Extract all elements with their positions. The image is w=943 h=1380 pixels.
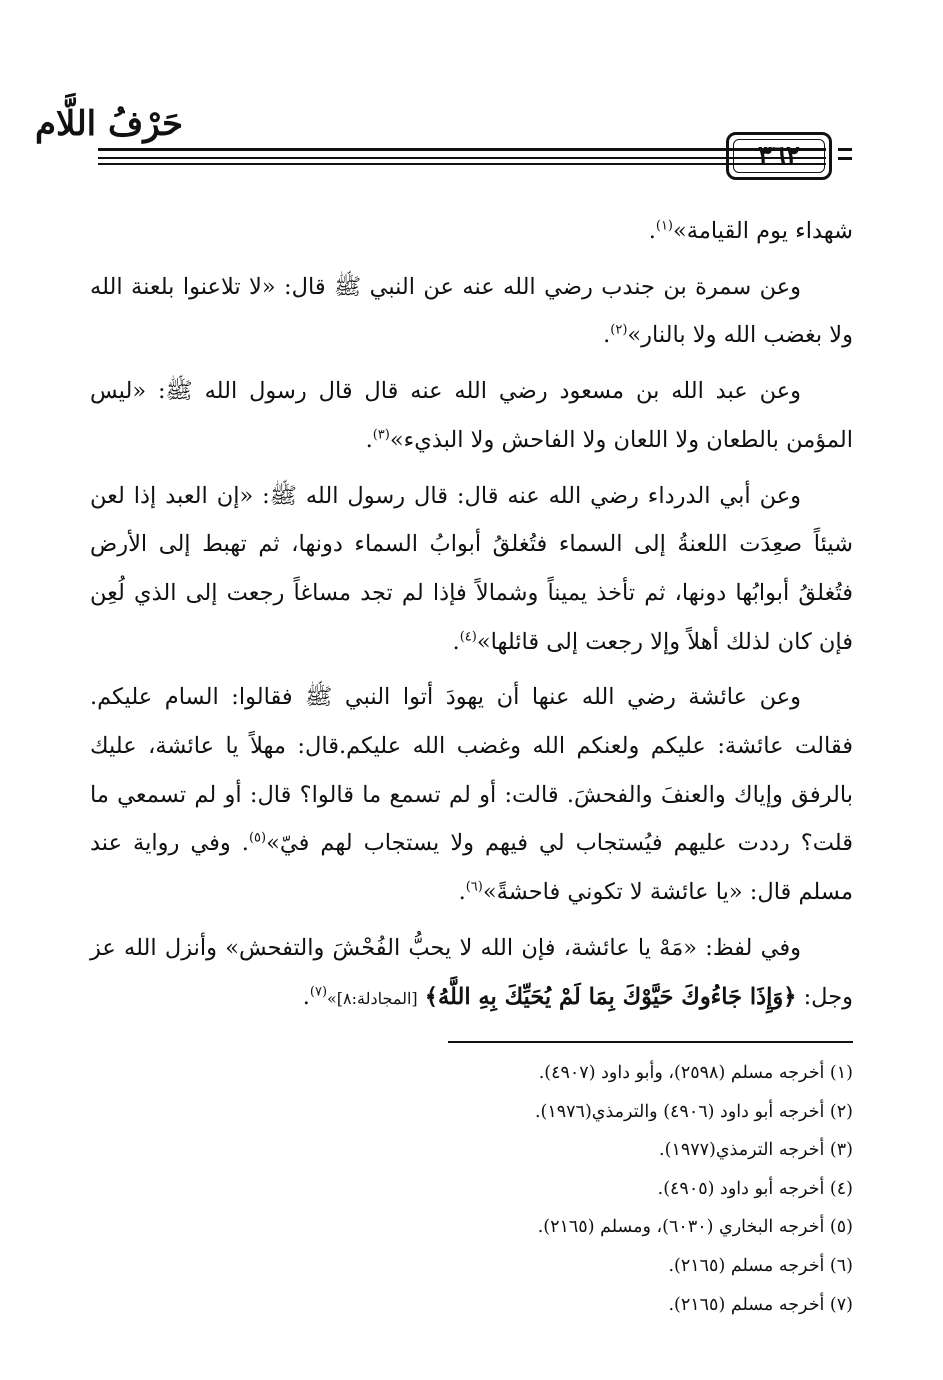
main-text xyxy=(90,207,853,1030)
paragraph-text: وعن أبي الدرداء رضي الله عنه قال: قال رسول الله ﷺ: «إن العبد إذا لعن شيئاً صعِدَت اللعنةُ إلى السماء فتُغلقُ أبوابُ السماء دونها، ثم تهبط إلى الأرض فتُغلقُ أبوابُها دونها، ثم تأخذ يميناً وشمالاً فإذا لم تجد مساغاً رجعت إلى الذي لُعِن فإن كان لذلك أهلاً وإلا رجعت إلى قائلها» xyxy=(90,482,853,655)
paragraph-text: وفي لفظ: «مَهْ يا عائشة، فإن الله لا يحبُّ الفُحْشَ والتفحش» وأنزل الله عز وجل: xyxy=(90,934,853,1010)
paragraph: وعن أبي الدرداء رضي الله عنه قال: قال رسول الله ﷺ: «إن العبد إذا لعن شيئاً صعِدَت اللعنةُ إلى السماء فتُغلقُ أبوابُ السماء دونها، ثم تهبط إلى الأرض فتُغلقُ أبوابُها دونها، ثم تأخذ يميناً وشمالاً فإذا لم تجد مساغاً رجعت إلى الذي لُعِن فإن كان لذلك أهلاً وإلا رجعت إلى قائلها»$^{(٤)}$. xyxy=(90,482,853,655)
ornament-bar xyxy=(838,157,852,160)
chapter-title: حَرْفُ اللَّام xyxy=(34,104,183,144)
header-rule xyxy=(98,148,826,168)
header-rule-line xyxy=(98,148,826,151)
footnote-ref[interactable]: (١) xyxy=(655,218,673,234)
paragraph: شهداء يوم القيامة»$^{(١)}$. xyxy=(648,218,853,244)
footnote: (٢) أخرجه أبو داود (٤٩٠٦) والترمذي(١٩٧٦). xyxy=(534,1101,853,1122)
footnote: (٦) أخرجه مسلم (٢١٦٥). xyxy=(668,1255,853,1276)
paragraph-text: شهداء يوم القيامة» xyxy=(673,218,853,244)
paragraph-text: وعن عبد الله بن مسعود رضي الله عنه قال قال رسول الله ﷺ: «ليس المؤمن بالطعان ولا اللعان ولا الفاحش ولا البذيء» xyxy=(90,378,853,453)
quran-verse: ﴿وَإِذَا جَاءُوكَ حَيَّوْكَ بِمَا لَمْ يُحَيِّكَ بِهِ اللَّهُ﴾ xyxy=(424,983,797,1010)
paragraph: وعن عبد الله بن مسعود رضي الله عنه قال قال رسول الله ﷺ: «ليس المؤمن بالطعان ولا اللعان ولا الفاحش ولا البذيء»$^{(٣)}$. xyxy=(90,378,853,453)
footnote-ref[interactable]: (٣) xyxy=(372,427,390,443)
paragraph: وعن سمرة بن جندب رضي الله عنه عن النبي ﷺ قال: «لا تلاعنوا بلعنة الله ولا بغضب الله ولا بالنار»$^{(٢)}$. xyxy=(90,273,853,349)
header-ornament xyxy=(838,148,852,162)
paragraph-text: وعن عائشة رضي الله عنها أن يهودَ أتوا النبي ﷺ فقالوا: السام عليكم. فقالت عائشة: عليكم ولعنكم الله وغضب الله عليكم.قال: مهلاً يا عائشة، عليك بالرفق وإياك والعنفَ والفحشَ. قالت: أو لم تسمع ما قالوا؟ قال: أو لم تسمعي ما قلت؟ رددت عليهم فيُستجاب لي فيهم ولا يستجاب لهم فيّ» xyxy=(90,684,853,857)
footnote-ref[interactable]: (٥) xyxy=(248,830,267,846)
footnote-ref[interactable]: (٧) xyxy=(309,984,328,1000)
page-number-frame xyxy=(726,132,832,180)
paragraph-text: وعن سمرة بن جندب رضي الله عنه عن النبي ﷺ قال: «لا تلاعنوا بلعنة الله ولا بغضب الله ولا بالنار» xyxy=(90,273,853,349)
paragraph-text: . وفي رواية عند مسلم قال: «يا عائشة لا تكوني فاحشةً» xyxy=(90,830,853,906)
header-rule-line xyxy=(98,157,826,159)
header-rule-line xyxy=(98,163,826,165)
footnote: (١) أخرجه مسلم (٢٥٩٨)، وأبو داود (٤٩٠٧). xyxy=(538,1063,853,1083)
paragraph: وفي لفظ: «مَهْ يا عائشة، فإن الله لا يحبُّ الفُحْشَ والتفحش» وأنزل الله عز وجل: ﴿وَإِذَا جَاءُوكَ حَيَّوْكَ بِمَا لَمْ يُحَيِّكَ بِهِ اللَّهُ﴾ [المجادلة:٨]»$^{(٧)}$. xyxy=(90,934,853,1010)
footnote: (٥) أخرجه البخاري (٦٠٣٠)، ومسلم (٢١٦٥). xyxy=(537,1217,853,1238)
footnotes xyxy=(90,1054,853,1324)
page-number: ٣٦٢ xyxy=(733,139,825,173)
footnote: (٣) أخرجه الترمذي(١٩٧٧). xyxy=(659,1140,853,1161)
footnote-ref[interactable]: (٤) xyxy=(459,629,477,645)
footnote-ref[interactable]: (٢) xyxy=(610,322,628,338)
footnote-ref[interactable]: (٦) xyxy=(465,879,483,895)
footnote: (٧) أخرجه مسلم (٢١٦٥). xyxy=(668,1294,853,1315)
paragraph: وعن عائشة رضي الله عنها أن يهودَ أتوا النبي ﷺ فقالوا: السام عليكم. فقالت عائشة: عليكم ولعنكم الله وغضب الله عليكم.قال: مهلاً يا عائشة، عليك بالرفق وإياك والعنفَ والفحشَ. قالت: أو لم تسمع ما قالوا؟ قال: أو لم تسمعي ما قلت؟ رددت عليهم فيُستجاب لي فيهم ولا يستجاب لهم فيّ»$^{(٥)}$. وفي رواية عند مسلم قال: «يا عائشة لا تكوني فاحشةً»$^{(٦)}$. xyxy=(90,684,853,906)
footnote: (٤) أخرجه أبو داود (٤٩٠٥). xyxy=(657,1178,853,1199)
verse-reference: [المجادلة:٨]» xyxy=(327,988,418,1008)
ornament-bar xyxy=(838,148,852,151)
footnote-separator xyxy=(448,1041,853,1043)
